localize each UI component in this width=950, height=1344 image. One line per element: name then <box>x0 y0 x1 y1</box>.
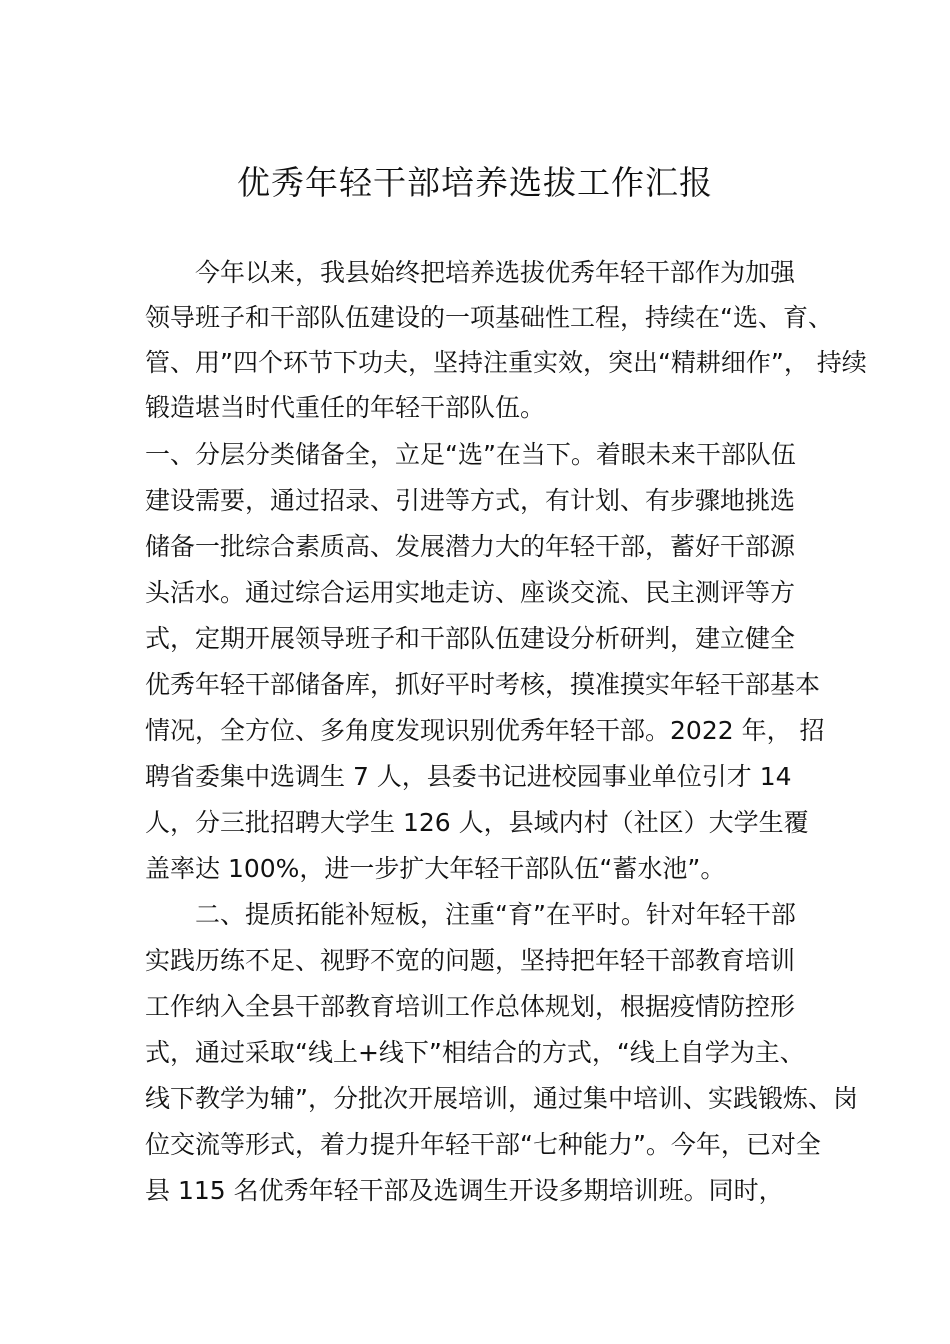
paragraph-line: 头活水。通过综合运用实地走访、座谈交流、民主测评等方 <box>145 578 796 607</box>
paragraph-line: 实践历练不足、视野不宽的问题，坚持把年轻干部教育培训 <box>145 946 796 975</box>
paragraph-line: 式，定期开展领导班子和干部队伍建设分析研判，建立健全 <box>145 624 796 653</box>
paragraph-line: 锻造堪当时代重任的年轻干部队伍。 <box>145 393 546 422</box>
paragraph-line: 县 115 名优秀年轻干部及选调生开设多期培训班。同时， <box>145 1176 784 1205</box>
paragraph-line: 人，分三批招聘大学生 126 人，县域内村（社区）大学生覆 <box>145 808 809 837</box>
paragraph-line: 盖率达 100%，进一步扩大年轻干部队伍“蓄水池”。 <box>145 854 726 883</box>
paragraph-line: 线下教学为辅”，分批次开展培训，通过集中培训、实践锻炼、岗 <box>145 1084 858 1113</box>
paragraph-line: 领导班子和干部队伍建设的一项基础性工程，持续在“选、育、 <box>145 303 833 332</box>
paragraph-line: 位交流等形式，着力提升年轻干部“七种能力”。今年，已对全 <box>145 1130 821 1159</box>
section-heading-line: 二、提质拓能补短板，注重“育”在平时。针对年轻干部 <box>195 900 796 929</box>
paragraph-line: 情况，全方位、多角度发现识别优秀年轻干部。2022 年， 招 <box>145 716 825 745</box>
paragraph-line: 储备一批综合素质高、发展潜力大的年轻干部，蓄好干部源 <box>145 532 796 561</box>
paragraph-line: 式，通过采取“线上+线下”相结合的方式，“线上自学为主、 <box>145 1038 805 1067</box>
section-heading-line: 一、分层分类储备全，立足“选”在当下。着眼未来干部队伍 <box>145 440 796 469</box>
paragraph-line: 聘省委集中选调生 7 人，县委书记进校园事业单位引才 14 <box>145 762 792 791</box>
paragraph-line: 建设需要，通过招录、引进等方式，有计划、有步骤地挑选 <box>145 486 796 515</box>
paragraph-line: 今年以来，我县始终把培养选拔优秀年轻干部作为加强 <box>195 258 796 287</box>
paragraph-line: 管、用”四个环节下功夫，坚持注重实效，突出“精耕细作”， 持续 <box>145 348 867 377</box>
paragraph-line: 优秀年轻干部储备库，抓好平时考核，摸准摸实年轻干部基本 <box>145 670 821 699</box>
document-title: 优秀年轻干部培养选拔工作汇报 <box>237 163 713 202</box>
paragraph-line: 工作纳入全县干部教育培训工作总体规划，根据疫情防控形 <box>145 992 796 1021</box>
